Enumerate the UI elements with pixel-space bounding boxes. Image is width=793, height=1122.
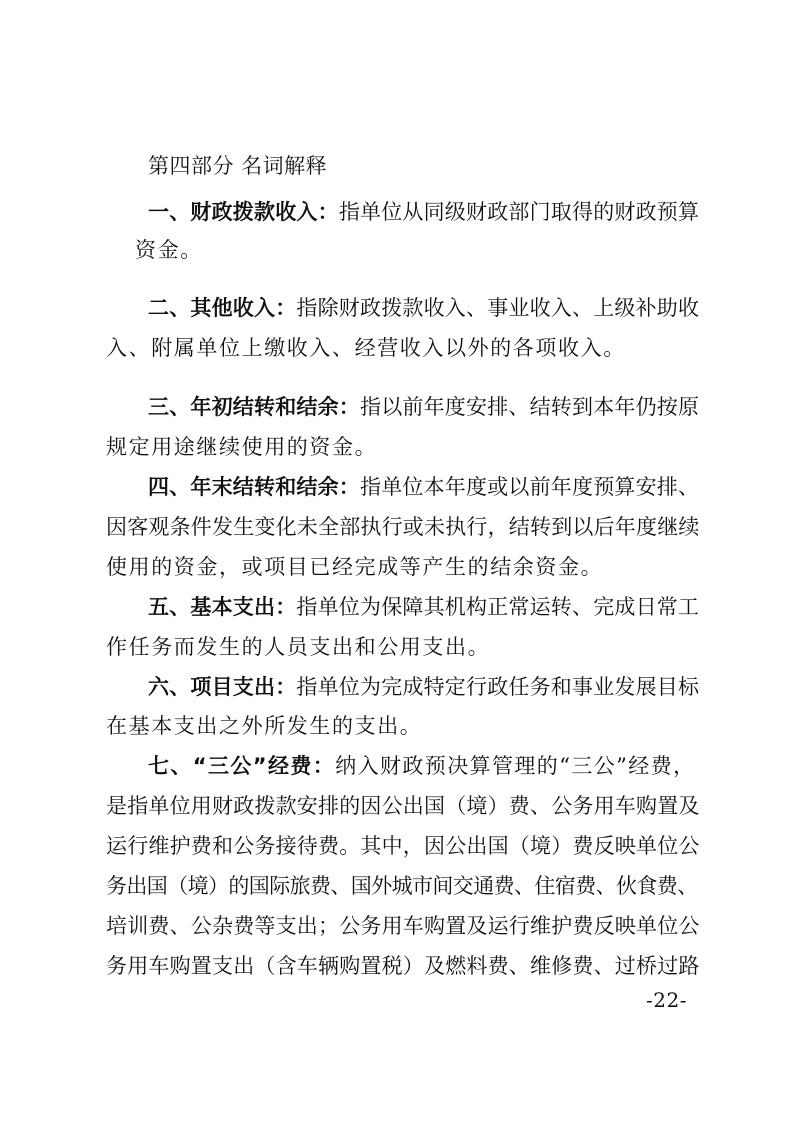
section-title: 第四部分 名词解释: [148, 154, 328, 178]
entry-1-term: 一、财政拨款收入：: [148, 200, 339, 224]
entry-3-line-1: [148, 393, 699, 421]
entry-4-text-1: 指单位本年度或以前年度预算安排、: [360, 475, 700, 499]
entry-5-line-1: [148, 593, 699, 621]
entry-7-text-1: 纳入财政预决算管理的“三公”经费，: [335, 754, 696, 778]
entry-3-line-2: 规定用途继续使用的资金。: [106, 435, 378, 459]
entry-4-line-3: 使用的资金，或项目已经完成等产生的结余资金。: [106, 555, 604, 579]
entry-3-text-1: 指以前年度安排、结转到本年仍按原: [360, 395, 700, 419]
entry-5-text-1: 指单位为保障其机构正常运转、完成日常工: [296, 595, 700, 619]
page-number: -22-: [646, 988, 687, 1012]
entry-2-line-1: [148, 294, 699, 322]
entry-7-line-6: 务用车购置支出（含车辆购置税）及燃料费、维修费、过桥过路: [106, 954, 700, 978]
entry-4-term: 四、年末结转和结余：: [148, 475, 360, 499]
entry-7-line-2: 是指单位用财政拨款安排的因公出国（境）费、公务用车购置及: [106, 794, 700, 818]
entry-4-line-2: 因客观条件发生变化未全部执行或未执行，结转到以后年度继续: [106, 515, 700, 539]
entry-4-line-1: [148, 473, 699, 501]
entry-6-term: 六、项目支出：: [148, 675, 297, 699]
entry-7-line-1: [148, 752, 695, 780]
entry-7-line-4: 务出国（境）的国际旅费、国外城市间交通费、住宿费、伙食费、: [106, 874, 698, 898]
entry-2-term: 二、其他收入：: [148, 296, 297, 320]
entry-1-text-1: 指单位从同级财政部门取得的财政预算: [338, 200, 700, 224]
entry-7-line-5: 培训费、公杂费等支出；公务用车购置及运行维护费反映单位公: [106, 914, 700, 938]
entry-1-line-1: [148, 198, 699, 226]
entry-2-text-1: 指除财政拨款收入、事业收入、上级补助收: [296, 296, 700, 320]
entry-5-line-2: 作任务而发生的人员支出和公用支出。: [106, 635, 491, 659]
entry-6-line-2: 在基本支出之外所发生的支出。: [106, 714, 423, 738]
entry-3-term: 三、年初结转和结余：: [148, 395, 360, 419]
entry-6-text-1: 指单位为完成特定行政任务和事业发展目标: [296, 675, 700, 699]
entry-6-line-1: [148, 673, 699, 701]
entry-5-term: 五、基本支出：: [148, 595, 297, 619]
entry-2-line-2: 入、附属单位上缴收入、经营收入以外的各项收入。: [106, 336, 626, 360]
entry-7-term: 七、“三公”经费：: [148, 754, 336, 778]
entry-1-line-2: 资金。: [135, 238, 203, 262]
entry-7-line-3: 运行维护费和公务接待费。其中，因公出国（境）费反映单位公: [106, 834, 700, 858]
